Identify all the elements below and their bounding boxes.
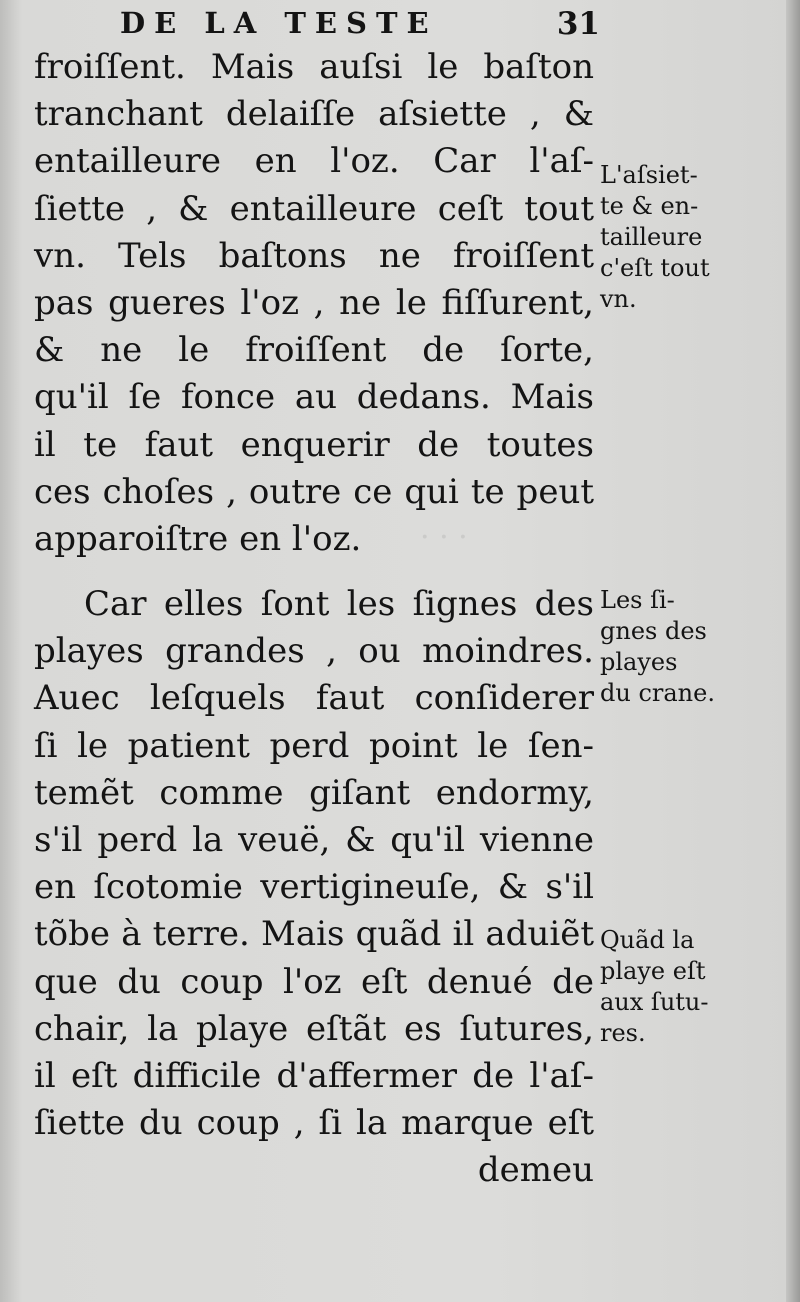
text-line: chair, la playe eſtãt es ſutures, (34, 1008, 594, 1049)
text-line: Car elles ſont les ſignes des (84, 584, 594, 625)
text-line: tõbe à terre. Mais quãd il aduiẽt (34, 914, 594, 955)
text-line: il eſt difficile d'affermer de l'aſ- (34, 1055, 594, 1096)
text-line: tranchant delaiſſe aſsiette , & (34, 94, 594, 135)
text-line: il te faut enquerir de toutes (34, 424, 594, 465)
text-line: froiſſent. Mais auſsi le baſton (34, 47, 594, 87)
text-line: vn. Tels baſtons ne froiſſent (34, 235, 594, 276)
text-line: en ſcotomie vertigineuſe, & s'il (34, 867, 594, 908)
text-line: s'il perd la veuë, & qu'il vienne (34, 820, 594, 860)
text-line: qu'il ſe fonce au dedans. Mais (34, 377, 594, 418)
margin-note-sutures (600, 925, 740, 1049)
text-line: ſi le patient perd point le ſen- (34, 725, 594, 766)
margin-line: gnes des (600, 617, 707, 645)
text-line: temẽt comme giſant endormy, (34, 772, 594, 813)
text-line: pas gueres l'oz , ne le fiſſurent, (34, 282, 594, 323)
margin-line: Quãd la (600, 926, 695, 954)
catchword: demeu (477, 1150, 594, 1191)
text-line: entailleure en l'oz. Car l'aſ- (34, 141, 594, 182)
margin-line: Les ſi- (600, 586, 675, 614)
margin-note-assiette (600, 160, 740, 315)
margin-line: tailleure (600, 223, 703, 251)
margin-line: te & en- (600, 192, 699, 220)
text-line: apparoiſtre en l'oz. (34, 518, 362, 559)
margin-line: vn. (600, 285, 637, 313)
margin-line: playe eſt (600, 957, 706, 985)
main-text-block (34, 44, 594, 1195)
text-line: playes grandes , ou moindres. (34, 631, 594, 672)
paragraph-1 (34, 44, 594, 563)
margin-line: du crane. (600, 679, 715, 707)
page-number: 31 (556, 6, 600, 42)
paragraph-2 (34, 581, 594, 1147)
page-edge-shadow (786, 0, 800, 1302)
margin-line: L'aſsiet- (600, 161, 698, 189)
margin-line: c'eſt tout (600, 254, 710, 282)
paragraph-gap (34, 563, 594, 581)
margin-line: res. (600, 1019, 646, 1047)
margin-note-signes (600, 585, 740, 709)
text-line: ſiette du coup , ſi la marque eſt (34, 1103, 594, 1144)
text-line: ſiette , & entailleure ceſt tout (34, 188, 594, 229)
text-line: ces choſes , outre ce qui te peut (34, 471, 594, 512)
text-line: Auec leſquels faut conſiderer (34, 678, 594, 719)
page-header (110, 6, 600, 46)
text-line: que du coup l'oz eſt denué de (34, 961, 594, 1002)
text-line: & ne le froiſſent de ſorte, (34, 330, 594, 371)
margin-line: aux ſutu- (600, 988, 709, 1016)
show-through-text: · · · (420, 520, 468, 555)
running-head: DE LA TESTE (120, 6, 438, 40)
margin-line: playes (600, 648, 678, 676)
